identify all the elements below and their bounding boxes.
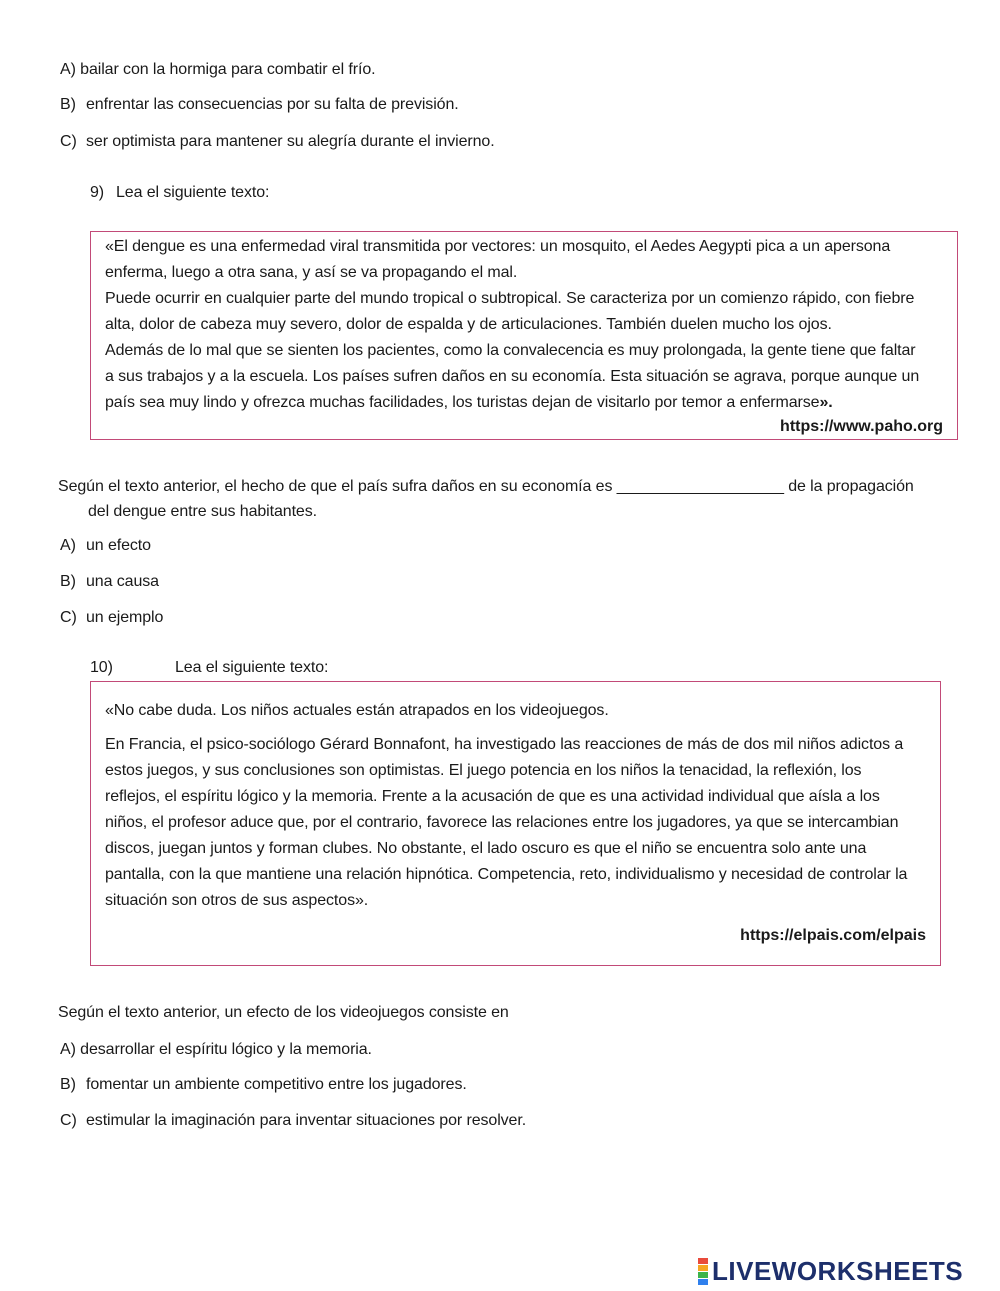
- q9-passage-line: Además de lo mal que se sienten los pacientes, como la convalecencia es muy prolongada, la gente tiene que faltar: [105, 342, 916, 359]
- q10-option-a-text: desarrollar el espíritu lógico y la memoria.: [80, 1041, 372, 1058]
- q9-question-line2: del dengue entre sus habitantes.: [88, 503, 317, 520]
- logo-block-l: [698, 1258, 708, 1264]
- q10-passage-line: reflejos, el espíritu lógico y la memoria. Frente a la acusación de que es una actividad individual que aísla a los: [105, 788, 880, 805]
- q10-passage: [105, 698, 907, 914]
- q9-option-a[interactable]: [60, 537, 151, 555]
- q10-option-a-letter: A): [60, 1041, 76, 1058]
- q9-option-a-text: un efecto: [86, 537, 151, 554]
- q10-passage-title: «No cabe duda. Los niños actuales están atrapados en los videojuegos.: [105, 702, 609, 719]
- q10-passage-box: [90, 681, 941, 966]
- q10-option-c-text: estimular la imaginación para inventar situaciones por resolver.: [86, 1112, 527, 1129]
- q8-option-a[interactable]: [60, 61, 375, 79]
- logo-text: LIVEWORKSHEETS: [712, 1255, 964, 1286]
- q9-number: 9): [90, 184, 105, 201]
- q9-passage-line: «El dengue es una enfermedad viral transmitida por vectores: un mosquito, el Aedes Aegypti pica a un apersona: [105, 238, 891, 255]
- q8-option-c-text: ser optimista para mantener su alegría durante el invierno.: [86, 133, 495, 150]
- logo-block-e: [698, 1279, 708, 1285]
- q8-option-b-letter: B): [60, 96, 76, 113]
- q9-passage-line: alta, dolor de cabeza muy severo, dolor de espalda y de articulaciones. También duelen mucho los ojos.: [105, 316, 832, 333]
- q10-question: Según el texto anterior, un efecto de los videojuegos consiste en: [58, 1004, 509, 1021]
- q9-heading: [90, 184, 269, 202]
- q10-passage-line: niños, el profesor aduce que, por el contrario, favorece las relaciones entre los jugadores, ya que se intercambian: [105, 814, 899, 831]
- q9-passage-box: [90, 231, 958, 440]
- q10-passage-line: pantalla, con la que mantiene una relación hipnótica. Competencia, reto, individualismo y necesidad de controlar la: [105, 866, 908, 883]
- q9-option-c-letter: C): [60, 609, 77, 626]
- q10-number: 10): [90, 659, 113, 676]
- q9-option-b-letter: B): [60, 573, 76, 590]
- logo-block-v: [698, 1272, 708, 1278]
- q9-passage-line: [105, 390, 919, 416]
- q9-passage-last: país sea muy lindo y ofrezca muchas facilidades, los turistas dejan de visitarlo por temor a enfermarse: [105, 394, 820, 411]
- q10-passage-line: En Francia, el psico-sociólogo Gérard Bonnafont, ha investigado las reacciones de más de dos mil niños adictos a: [105, 736, 904, 753]
- q9-option-b-text: una causa: [86, 573, 159, 590]
- q10-source: https://elpais.com/elpais: [740, 927, 926, 944]
- q9-source: https://www.paho.org: [780, 418, 943, 435]
- q10-option-b-text: fomentar un ambiente competitivo entre los jugadores.: [86, 1076, 467, 1093]
- q9-passage: [105, 234, 919, 416]
- q9-option-c-text: un ejemplo: [86, 609, 164, 626]
- q10-option-a[interactable]: [60, 1041, 372, 1059]
- q8-option-b[interactable]: [60, 96, 459, 114]
- q10-prompt: Lea el siguiente texto:: [175, 659, 329, 676]
- q8-option-c[interactable]: [60, 133, 495, 151]
- q9-question-line1: Según el texto anterior, el hecho de que el país sufra daños en su economía es ___________________ de la propagación: [58, 478, 914, 495]
- q10-heading: [90, 659, 328, 677]
- q9-option-a-letter: A): [60, 537, 76, 554]
- q9-option-b[interactable]: [60, 573, 159, 591]
- q10-passage-line: estos juegos, y sus conclusiones son optimistas. El juego potencia en los niños la tenacidad, la reflexión, los: [105, 762, 862, 779]
- logo-blocks-icon: [698, 1258, 708, 1285]
- q8-option-a-text: bailar con la hormiga para combatir el frío.: [80, 61, 376, 78]
- q10-passage-line: situación son otros de sus aspectos».: [105, 892, 369, 909]
- q10-option-c[interactable]: [60, 1112, 526, 1130]
- q10-option-b-letter: B): [60, 1076, 76, 1093]
- q9-passage-line: enferma, luego a otra sana, y así se va propagando el mal.: [105, 264, 518, 281]
- q8-option-b-text: enfrentar las consecuencias por su falta de previsión.: [86, 96, 459, 113]
- q9-option-c[interactable]: [60, 609, 163, 627]
- q10-passage-line: discos, juegan juntos y forman clubes. No obstante, el lado oscuro es que el niño se encuentra solo ante una: [105, 840, 867, 857]
- q9-passage-line: a sus trabajos y a la escuela. Los países sufren daños en su economía. Esta situación se agrava, porque aunque un: [105, 368, 920, 385]
- q10-option-c-letter: C): [60, 1112, 77, 1129]
- q9-prompt: Lea el siguiente texto:: [116, 184, 270, 201]
- liveworksheets-logo: [698, 1256, 963, 1286]
- q9-passage-close-quote: ».: [819, 394, 833, 411]
- q8-option-a-letter: A): [60, 61, 76, 78]
- logo-block-i: [698, 1265, 708, 1271]
- q9-passage-line: Puede ocurrir en cualquier parte del mundo tropical o subtropical. Se caracteriza por un comienzo rápido, con fiebre: [105, 290, 915, 307]
- q8-option-c-letter: C): [60, 133, 77, 150]
- q10-option-b[interactable]: [60, 1076, 467, 1094]
